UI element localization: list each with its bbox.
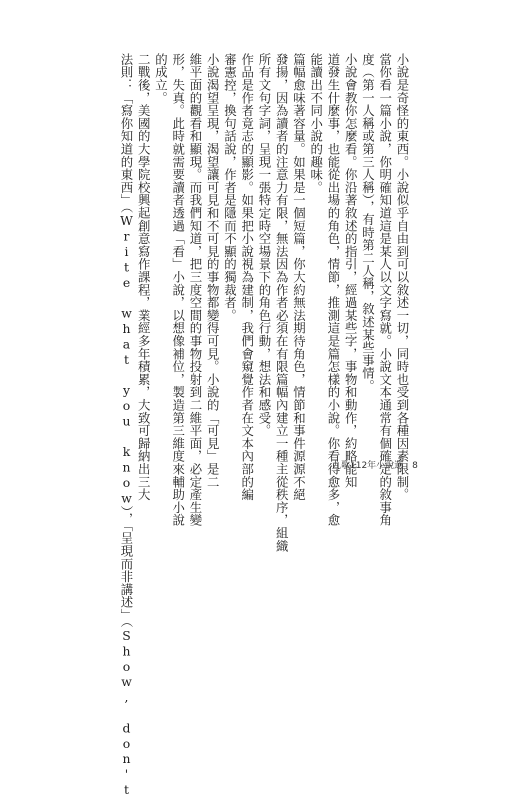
page-number: 8 bbox=[412, 461, 418, 471]
text-line: 形，失真。此時就需要讀者透過「看」小說，以想像補位，製造第三維度來輔助小說 bbox=[170, 53, 186, 527]
text-line: 維平面的觀看和顯現。而我們知道，把三度空間的事物投射到二維平面，必定產生變 bbox=[188, 53, 203, 527]
text-line: 二戰後，美國的大學院校興起創意寫作課程，業經多年積累，大致可歸納出三大 bbox=[136, 53, 152, 501]
text-line: 當你看一篇小說，你明確知道這是某人以文字寫就。小說文本通常有個確定的敘事角 bbox=[377, 53, 393, 527]
text-line: 小說會教你怎麼看。你沿著敘述的指引，經過某些字，事物和動作，約略能知 bbox=[343, 53, 359, 489]
text-line: 道發生什麼事，也能從出場的角色，情節，推測這是篇怎樣的小說。你看得愈多，愈 bbox=[326, 53, 341, 527]
text-line: 能讀出不同小說的趣味。 bbox=[308, 53, 324, 194]
text-line: 發揚，因為讀者的注意力有限，無法因為作者必須在有限篇幅內建立一種主從秩序，組織 bbox=[274, 53, 290, 553]
page-footer bbox=[332, 458, 418, 471]
text-line: 所有文句字詞，呈現一張特定時空場景下的角色行動，想法和感受。 bbox=[257, 53, 272, 437]
text-line: 度（第一人稱或第三人稱），有時第二人稱，敘述某些事情。 bbox=[360, 53, 376, 393]
text-line: 篇幅愈味著容量。如果是一個短篇，你大約無法期待角色，情節和事件源源不絕 bbox=[291, 53, 307, 501]
text-line: 的成立。 bbox=[153, 53, 169, 105]
text-line: 小說是奇怪的東西。小說似乎自由到可以敘述一切，同時也受到各種因素限制。 bbox=[395, 53, 410, 501]
text-line: 小說渴望呈現，渴望讓可見和不可見的事物都變得可見。小說的「可見」是二 bbox=[205, 53, 221, 489]
running-title: 九歌112年小說選 bbox=[332, 461, 404, 471]
text-line: 作品是作者竟志的顯影。如果把小說視為建制，我們會窺覺作者在文本內部的編 bbox=[239, 53, 255, 501]
text-line: 法則：「寫你知道的東西」（Write what you know），「呈現而非講述」（Show, don't bbox=[119, 53, 134, 797]
text-line: 審憲控，換句話說，作者是隱而不顯的獨裁者。 bbox=[222, 53, 238, 322]
